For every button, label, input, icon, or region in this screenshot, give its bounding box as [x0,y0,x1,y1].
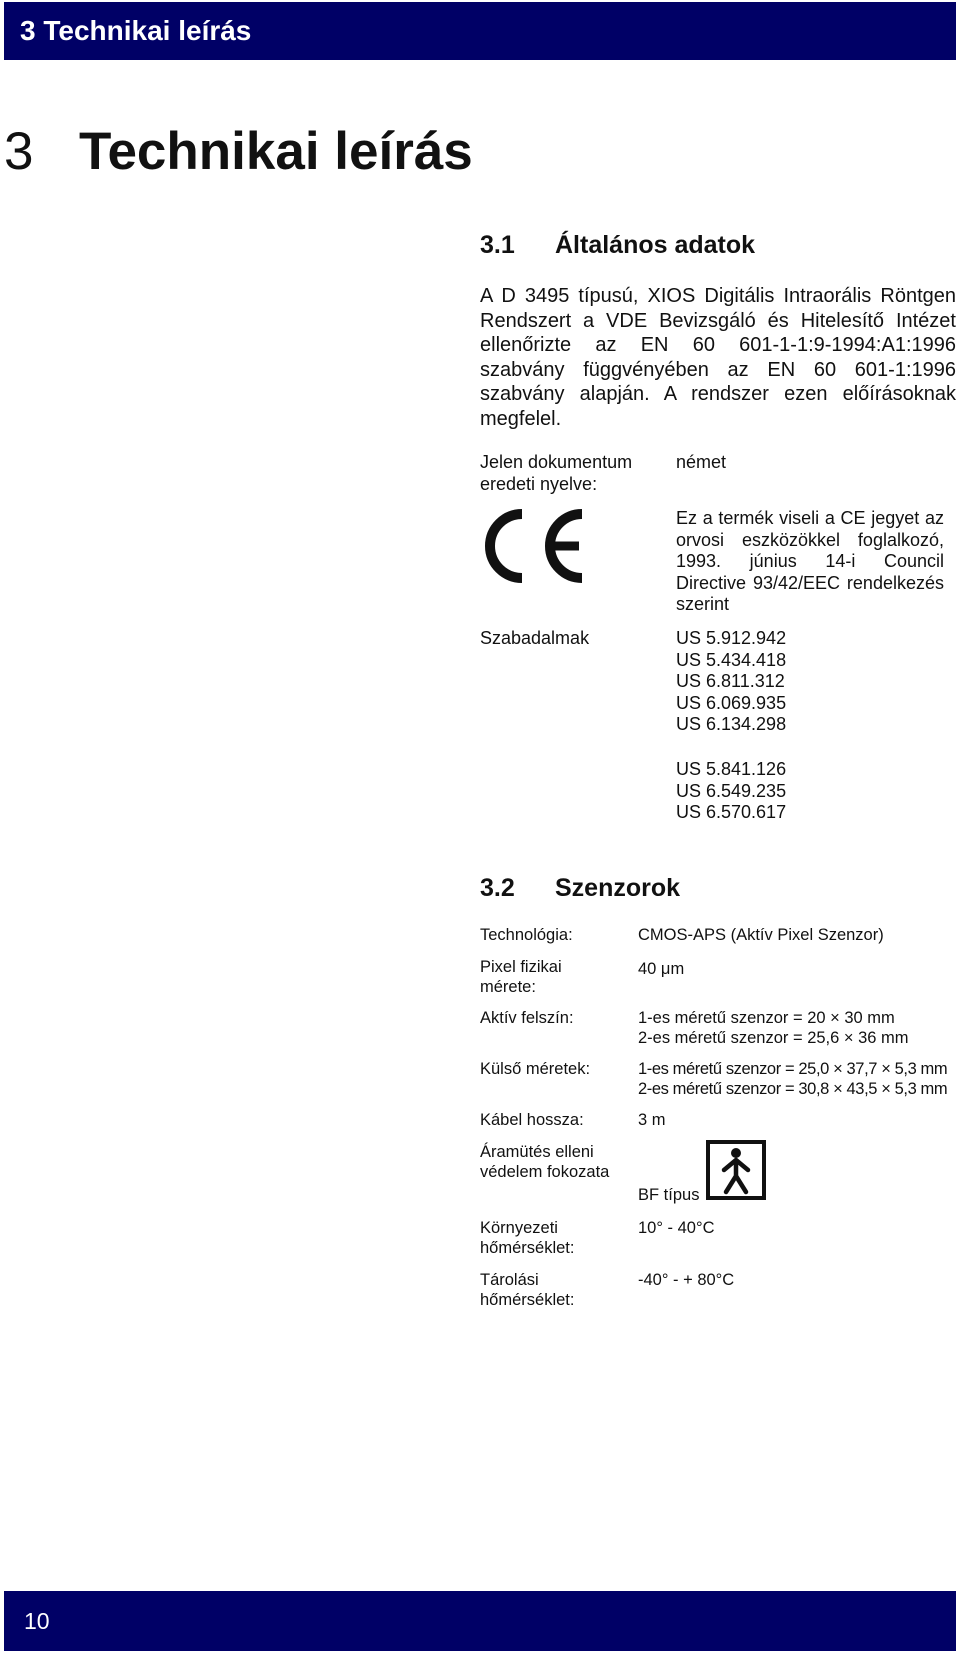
patent-item: US 5.434.418 [676,649,787,670]
chapter-title [4,120,473,184]
ce-mark-icon [478,508,590,584]
ambient-temp-value: 10° - 40°C [638,1219,715,1237]
shock-protection-label-line-1: Áramütés elleni [480,1143,594,1161]
storage-temp-label-line-2: hőmérséklet: [480,1291,575,1309]
shock-protection-label [480,1142,609,1182]
active-area-value [638,1008,909,1048]
language-label [480,452,632,495]
storage-temp-value: -40° - + 80°C [638,1271,735,1289]
intro-paragraph: A D 3495 típusú, XIOS Digitális Intraorális Röntgen Rendszert a VDE Bevizsgáló és Hitelesítő Intézet ellenőrizte az EN 60 601-1-1:9-1994:A1:1996 szabvány függvényében az EN 60 601-1:1996 szabvány alapján. A rendszer ezen előírásoknak megfelel. [480,285,956,430]
patents-list-2 [676,759,786,824]
ambient-temp-label [480,1218,574,1258]
pixel-size-label-line-1: Pixel fizikai [480,958,562,976]
header-title: 3 Technikai leírás [20,15,252,46]
ce-description: Ez a termék viseli a CE jegyet az orvosi eszközökkel foglalkozó, 1993. június 14-i Council Directive 93/42/EEC rendelkezés szerint [676,508,944,614]
patents-label: Szabadalmak [480,628,590,648]
outer-size-2: 2-es méretű szenzor = 30,8 × 43,5 × 5,3 mm [638,1080,948,1098]
language-label-line-1: Jelen dokumentum [480,452,633,472]
patent-item: US 6.549.235 [676,780,787,801]
section-title: Szenzorok [555,874,681,902]
header-band [4,2,956,60]
storage-temp-label-line-1: Tárolási [480,1271,539,1289]
cable-length-value: 3 m [638,1111,666,1129]
patent-item: US 5.841.126 [676,759,787,779]
chapter-title-text: Technikai leírás [79,122,473,181]
ambient-temp-label-line-1: Környezeti [480,1219,558,1237]
technology-value: CMOS-APS (Aktív Pixel Szenzor) [638,926,884,944]
storage-temp-label [480,1270,574,1310]
patent-item: US 6.134.298 [676,714,787,734]
patent-item: US 6.811.312 [676,671,785,691]
outer-size-value [638,1059,947,1099]
ambient-temp-label-line-2: hőmérséklet: [480,1239,575,1257]
technology-label: Technológia: [480,926,573,944]
language-label-line-2: eredeti nyelve: [480,473,598,494]
chapter-number: 3 [4,122,34,181]
bf-type-person-icon [706,1140,766,1200]
active-area-size-1: 1-es méretű szenzor = 20 × 30 mm [638,1009,895,1027]
page-number: 10 [24,1608,50,1634]
footer-band [4,1591,956,1651]
section-number: 3.1 [480,231,515,259]
section-heading-sensors [480,873,680,903]
patents-list-1 [676,628,786,736]
outer-size-label: Külső méretek: [480,1060,591,1078]
section-title: Általános adatok [555,231,756,259]
patent-item: US 6.069.935 [676,692,787,713]
section-number: 3.2 [480,874,515,902]
active-area-label: Aktív felszín: [480,1009,574,1027]
active-area-size-2: 2-es méretű szenzor = 25,6 × 36 mm [638,1029,909,1047]
shock-protection-value: BF típus [638,1186,700,1204]
pixel-size-label-line-2: mérete: [480,978,536,996]
section-heading-general [480,230,755,260]
patent-item: US 6.570.617 [676,802,787,822]
language-value: német [676,452,727,472]
shock-protection-label-line-2: védelem fokozata [480,1163,610,1181]
outer-size-1: 1-es méretű szenzor = 25,0 × 37,7 × 5,3 mm [638,1060,948,1078]
pixel-size-label [480,957,562,997]
pixel-size-value: 40 μm [638,960,685,978]
patent-item: US 5.912.942 [676,628,787,648]
cable-length-label: Kábel hossza: [480,1111,584,1129]
